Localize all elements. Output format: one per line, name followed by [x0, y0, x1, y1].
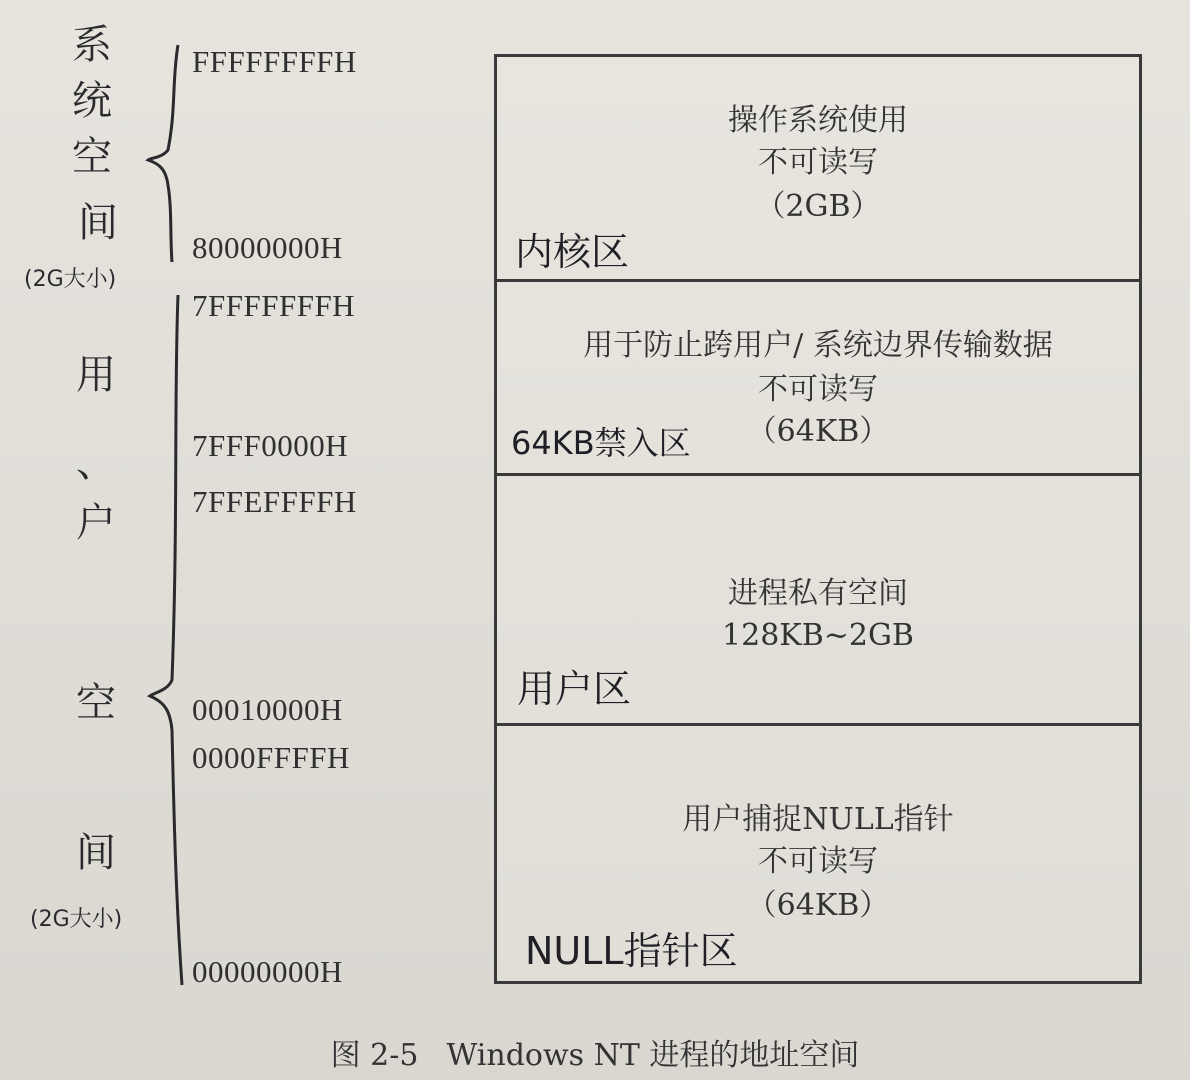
region-null — [497, 723, 1139, 981]
system-space-char-4: 间 — [78, 200, 118, 246]
kernel-line3: （2GB） — [755, 189, 881, 224]
user-space-char-4: 空 — [76, 680, 116, 726]
guard-handwritten: 64KB禁入区 — [511, 424, 691, 462]
address-7fffffff: 7FFFFFFFH — [192, 288, 356, 323]
guard-line1: 用于防止跨用户/ 系统边界传输数据 — [583, 328, 1053, 363]
null-line2: 不可读写 — [758, 844, 878, 879]
region-private — [497, 473, 1139, 723]
private-line2: 128KB~2GB — [722, 618, 914, 653]
null-line1: 用户捕捉NULL指针 — [682, 802, 954, 837]
user-space-char-5: 间 — [76, 830, 116, 876]
memory-map — [494, 54, 1142, 984]
user-space-char-3: 户 — [76, 500, 116, 546]
user-space-char-1: 用 — [76, 352, 116, 398]
null-line3: （64KB） — [746, 888, 890, 923]
region-kernel — [497, 57, 1139, 279]
kernel-line1: 操作系统使用 — [728, 103, 908, 138]
guard-line3: （64KB） — [746, 414, 890, 449]
address-ffffffff: FFFFFFFFH — [192, 44, 357, 79]
kernel-handwritten: 内核区 — [515, 230, 630, 274]
system-space-char-3: 空 — [72, 134, 112, 180]
kernel-line2: 不可读写 — [758, 145, 878, 180]
system-space-char-1: 系 — [72, 22, 112, 68]
user-space-brace — [150, 295, 182, 985]
figure-caption — [0, 1030, 1190, 1074]
system-space-brace — [148, 45, 178, 262]
address-7fff0000: 7FFF0000H — [192, 428, 349, 463]
region-guard — [497, 279, 1139, 473]
user-space-char-2: 、 — [76, 440, 116, 486]
system-space-size: (2G大小) — [24, 267, 117, 292]
system-space-char-2: 统 — [72, 78, 112, 124]
caption-number: 图 2-5 — [330, 1038, 419, 1073]
caption-title: Windows NT 进程的地址空间 — [446, 1038, 860, 1073]
private-handwritten: 用户区 — [517, 667, 632, 711]
private-line1: 进程私有空间 — [728, 576, 908, 611]
address-7ffeffff: 7FFEFFFFH — [192, 484, 357, 519]
address-80000000: 80000000H — [192, 230, 343, 265]
null-handwritten: NULL指针区 — [525, 929, 738, 973]
user-space-size: (2G大小) — [30, 907, 123, 932]
address-0000ffff: 0000FFFFH — [192, 740, 350, 775]
address-00000000: 00000000H — [192, 954, 343, 989]
guard-line2: 不可读写 — [758, 372, 878, 407]
address-00010000: 00010000H — [192, 692, 343, 727]
